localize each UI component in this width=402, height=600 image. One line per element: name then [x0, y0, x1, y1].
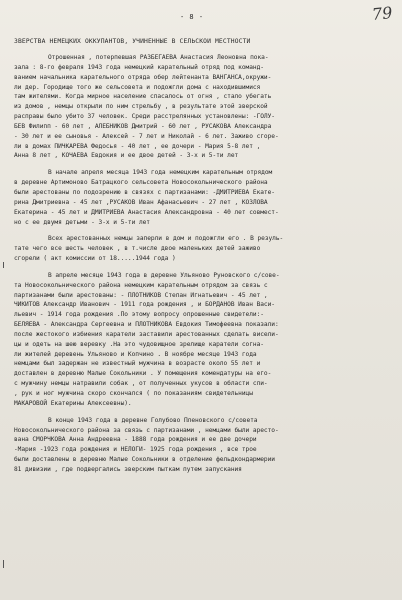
- paragraph: [14, 168, 392, 227]
- text-line: Екатерина - 45 лет и ДМИТРИЕВА Анастасия Александровна - 40 лет совмест-: [14, 208, 279, 216]
- archive-page-number: 79: [370, 2, 393, 25]
- margin-mark: [3, 560, 7, 568]
- document-title: ЗВЕРСТВА НЕМЕЦКИХ ОККУПАНТОВ, УЧИНЕННЫЕ В СЕЛЬСКОЙ МЕСТНОСТИ: [14, 38, 251, 45]
- paragraph: [14, 53, 392, 161]
- paragraph-gap: [14, 264, 392, 271]
- text-line: ли жителей деревень Ульяново и Копчино . В ноябре месяце 1943 года: [14, 350, 257, 358]
- text-line: вана СМОРЧКОВА Анна Андреевна - 1888 года рождения и ее две дочери: [14, 436, 257, 444]
- text-line: 81 дивизии , где подвергались зверским пыткам путем запускания: [14, 465, 242, 473]
- text-line: -Мария -1923 года рождения и НЕЛОГИ- 1925 года рождения , все трое: [14, 446, 257, 454]
- text-line: расправы было убито 37 человек. Среди расстрелянных установлены: -ГОЛУ-: [14, 113, 275, 121]
- document-body: [14, 53, 392, 475]
- text-line: льевич - 1914 года рождения .По этому вопросу опрошенные свидетели:-: [14, 311, 264, 319]
- text-line: В начале апреля месяца 1943 года немецким карательным отрядом: [48, 169, 273, 177]
- text-line: были арестованы по подозрению в связях с партизанами: -ДМИТРИЕВА Екате-: [14, 188, 275, 196]
- text-line: БЕВ Филипп - 60 лет , АЛЕБНИКОВ Дмитрий - 60 лет , РУСАКОВА Александра: [14, 122, 272, 130]
- text-line: рина Дмитриевна - 45 лет ,РУСАКОВ Иван Афанасьевич - 27 лет , КОЗЛОВА: [14, 198, 268, 206]
- text-line: с мужчину немцы натравили собак , от полученных укусов в области спи-: [14, 380, 268, 388]
- text-line: , рук и ног мужчина скоро скончался ( по показаниям свидетельницы: [14, 390, 253, 397]
- text-line: цы и одеть на шею веревку .На это чудовищное зрелище каратели согна-: [14, 340, 264, 348]
- paragraph: [14, 271, 392, 409]
- text-line: после жестокого избиения каратели заставили арестованных сделать висели-: [14, 330, 279, 338]
- paragraph: [14, 416, 392, 475]
- text-line: БЕЛЯЕВА - Александра Сергеевна и ПЛОТНИКОВА Евдокия Тимофеевна показали:: [14, 321, 279, 329]
- text-line: но с ее двумя детьми - 3-х и 5-ти лет: [14, 218, 150, 226]
- text-line: - 30 лет и ее сыновья - Алексей - 7 лет и Николай - 6 лет. Заживо сгоре-: [14, 132, 279, 140]
- text-line: зала : 8-го февраля 1943 года немецкий карательный отряд под команд-: [14, 63, 264, 71]
- text-line: МАКАРОВОЙ Екатерины Алексеевны).: [14, 399, 132, 407]
- text-line: В конце 1943 года в деревне Голубово Пленовского с/совета: [48, 416, 258, 424]
- paragraph-gap: [14, 161, 392, 168]
- text-line: сгорели ( акт комиссии от 18.....1944 года ): [14, 255, 176, 263]
- text-line: Анна 8 лет , КОЧАЕВА Евдокия и ее двое детей - 3-х и 5-ти лет: [14, 152, 239, 160]
- text-line: Отрошенная , потерпевшая РАЗБЕГАЕВА Анастасия Леоновна пока-: [48, 54, 269, 61]
- margin-mark: [3, 262, 7, 268]
- paragraph: [14, 234, 392, 264]
- paragraph-gap: [14, 227, 392, 234]
- text-line: ЧИКИТОВ Александр Иванович - 1911 года рождения , и БОРДАНОВ Иван Васи-: [14, 301, 275, 309]
- text-line: доставлен в деревню Малые Сокольники . У помещения комендатуры на его-: [14, 370, 272, 378]
- text-line: были доставлены в деревню Малые Сокольники в отделение фельдкондармерии: [14, 456, 275, 464]
- text-line: партизанами были арестованы: - ПЛОТНИКОВ Степан Игнатьевич - 45 лет ,: [14, 291, 268, 299]
- text-line: в деревне Артимоново Батрацкого сельсовета Новосокольнического района: [14, 179, 268, 187]
- text-line: та Новосокольнического района немецким карательным отрядом за связь с: [14, 281, 268, 289]
- text-line: Новосокольнического района за связь с партизанами , немцами были аресто-: [14, 426, 279, 434]
- paragraph-gap: [14, 409, 392, 416]
- text-line: немцами был задержан не известный мужчина в возрасте около 55 лет и: [14, 360, 261, 368]
- text-line: там жителями. Когда мирное население спасалось от огня , стало убегать: [14, 93, 272, 101]
- text-line: ли в домах ПИЧКАРЕВА Федосья - 40 лет , ее дочери - Мария 5-8 лет ,: [14, 142, 261, 150]
- text-line: тате чего все шесть человек , в т.числе двое маленьких детей заживо: [14, 245, 261, 253]
- text-line: из домов , немцы открыли по ним стрельбу , в результате этой зверской: [14, 103, 268, 111]
- text-line: ванием начальника карательного отряда обер лейтенанта ВАНГАНСА,окружи-: [14, 73, 272, 81]
- text-line: Всех арестованных немцы заперли в дом и подожгли его . В резуль-: [48, 235, 284, 243]
- text-line: В апреле месяце 1943 года в деревне Ульяново Руновского с/сове-: [48, 271, 280, 279]
- text-line: ли дер. Городище того же сельсовета и подожгли дома с находившимися: [14, 83, 261, 91]
- page-number: - 8 -: [180, 13, 204, 21]
